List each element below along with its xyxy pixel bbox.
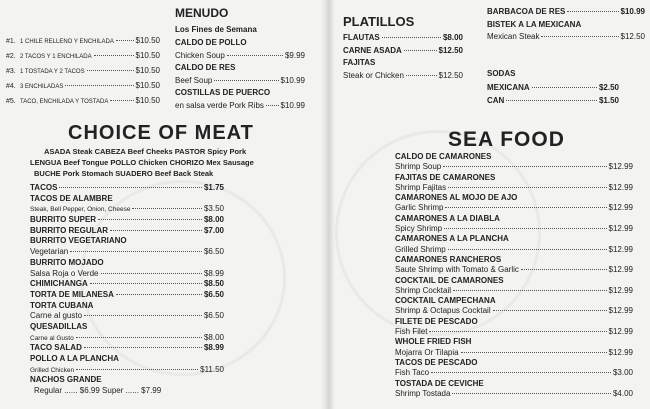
menu-item: CAN $1.50 — [487, 96, 619, 105]
menu-item: CAMARONES AL MOJO DE AJO — [395, 193, 518, 203]
menu-item: Beef Soup $10.99 — [175, 75, 305, 85]
platillos-title: PLATILLOS — [343, 14, 415, 29]
menudo-list — [175, 38, 305, 113]
meat-options-line: LENGUA Beef Tongue POLLO Chicken CHORIZO Mex Sausage — [30, 158, 254, 167]
menu-item: Steak or Chicken $12.50 — [343, 70, 463, 80]
meat-options-line: BUCHE Pork Stomach SUADERO Beef Back Steak — [34, 169, 214, 178]
menu-item: POLLO A LA PLANCHA — [30, 354, 119, 363]
menu-item: FILETE DE PESCADO — [395, 316, 478, 326]
menu-item: TACO SALAD $8.99 — [30, 343, 224, 353]
menu-item: CHIMICHANGA $8.50 — [30, 279, 224, 289]
menu-item: TACOS DE ALAMBRE — [30, 193, 113, 203]
menu-item: FAJITAS DE CAMARONES — [395, 172, 496, 182]
combo-item: #4. 3 ENCHILADAS $10.50 — [6, 81, 160, 90]
menu-item: BISTEK A LA MEXICANA — [487, 19, 582, 29]
menu-item: Mexican Steak $12.50 — [487, 32, 645, 41]
menu-item: WHOLE FRIED FISH — [395, 337, 472, 347]
menu-item: TORTA DE MILANESA $6.50 — [30, 289, 224, 299]
combo-item: #5. TACO, ENCHILADA Y TOSTADA $10.50 — [6, 96, 160, 105]
menu-item: Carne al Gusto $8.00 — [30, 332, 224, 342]
menu-item: TACOS DE PESCADO — [395, 357, 478, 367]
seafood-list — [395, 152, 633, 399]
menu-item: FAJITAS — [343, 58, 376, 67]
menu-item: Mojarra Or Tilapia $12.99 — [395, 347, 633, 357]
platillos-list — [343, 33, 463, 83]
menu-item: Shrimp & Octapus Cocktail $12.99 — [395, 306, 633, 316]
items-list — [30, 183, 224, 397]
menu-item: COSTILLAS DE PUERCO — [175, 88, 271, 97]
menu-item: Fish Filet $12.99 — [395, 327, 633, 337]
combo-item: #3. 1 TOSTADA Y 2 TACOS $10.50 — [6, 66, 160, 75]
combo-list — [6, 36, 160, 111]
menu-item: BURRITO MOJADO — [30, 257, 104, 267]
menu-item: Grilled Chicken $11.50 — [30, 364, 224, 374]
combo-item: #2. 2 TACOS Y 1 ENCHILADA $10.50 — [6, 51, 160, 60]
choice-of-meat-title: CHOICE OF MEAT — [68, 122, 254, 144]
menu-item: NACHOS GRANDE — [30, 375, 102, 385]
menu-item: MEXICANA $2.50 — [487, 83, 619, 92]
page-fold — [321, 0, 335, 409]
menu-item: Chicken Soup $9.99 — [175, 50, 305, 60]
menu-item: CAMARONES A LA PLANCHA — [395, 234, 509, 244]
menu-item: Spicy Shrimp $12.99 — [395, 224, 633, 234]
menu-item: TOSTADA DE CEVICHE — [395, 378, 484, 388]
menu-item: Grilled Shrimp $12.99 — [395, 244, 633, 254]
menu-item: Saute Shrimp with Tomato & Garlic $12.99 — [395, 265, 633, 275]
menu-item: Steak, Bell Pepper, Onion, Cheese $3.50 — [30, 204, 224, 214]
meat-options-line: ASADA Steak CABEZA Beef Cheeks PASTOR Spicy Pork — [44, 147, 247, 156]
menu-item: COCKTAIL DE CAMARONES — [395, 275, 504, 285]
combo-item: #1. 1 CHILE RELLENO Y ENCHILADA $10.50 — [6, 36, 160, 45]
menudo-subtitle: Los Fines de Semana — [175, 25, 257, 34]
menu-item: COCKTAIL CAMPECHANA — [395, 296, 496, 306]
menu-item: Fish Taco $3.00 — [395, 368, 633, 378]
menu-item: Garlic Shrimp $12.99 — [395, 203, 633, 213]
menu-item: Salsa Roja o Verde $8.99 — [30, 268, 224, 278]
nachos-sizes: Regular ...... $6.99 Super ...... $7.99 — [34, 386, 162, 396]
barbacoa-list — [487, 7, 645, 45]
menu-item: Vegetarian $6.50 — [30, 247, 224, 257]
menu-item: Shrimp Soup $12.99 — [395, 162, 633, 172]
menu-item: FLAUTAS $8.00 — [343, 33, 463, 42]
seafood-title: SEA FOOD — [448, 128, 565, 151]
menu-item: BURRITO REGULAR $7.00 — [30, 225, 224, 235]
menu-item: CARNE ASADA $12.50 — [343, 45, 463, 55]
menu-item: CALDO DE RES — [175, 63, 236, 72]
menu-item: BURRITO VEGETARIANO — [30, 236, 127, 246]
menudo-title: MENUDO — [175, 6, 229, 20]
menu-item: en salsa verde Pork Ribs $10.99 — [175, 100, 305, 110]
menu-item: QUESADILLAS — [30, 321, 88, 331]
menu-item: TACOS $1.75 — [30, 183, 224, 192]
menu-item: Shrimp Tostada $4.00 — [395, 388, 633, 398]
menu-item: Shrimp Fajitas $12.99 — [395, 182, 633, 192]
menu-item: BARBACOA DE RES $10.99 — [487, 7, 645, 16]
menu-item: BURRITO SUPER $8.00 — [30, 215, 224, 225]
sodas-title: SODAS — [487, 69, 516, 78]
meat-options — [30, 146, 254, 179]
menu-item: Shrimp Cocktail $12.99 — [395, 285, 633, 295]
menu-item: CAMARONES RANCHEROS — [395, 254, 502, 264]
menu-item: Carne al gusto $6.50 — [30, 311, 224, 321]
menu-item: CALDO DE POLLO — [175, 38, 247, 47]
sodas-list — [487, 83, 619, 109]
menu-item: TORTA CUBANA — [30, 300, 94, 310]
menu-item: CAMARONES A LA DIABLA — [395, 213, 500, 223]
menu-item: CALDO DE CAMARONES — [395, 152, 492, 161]
